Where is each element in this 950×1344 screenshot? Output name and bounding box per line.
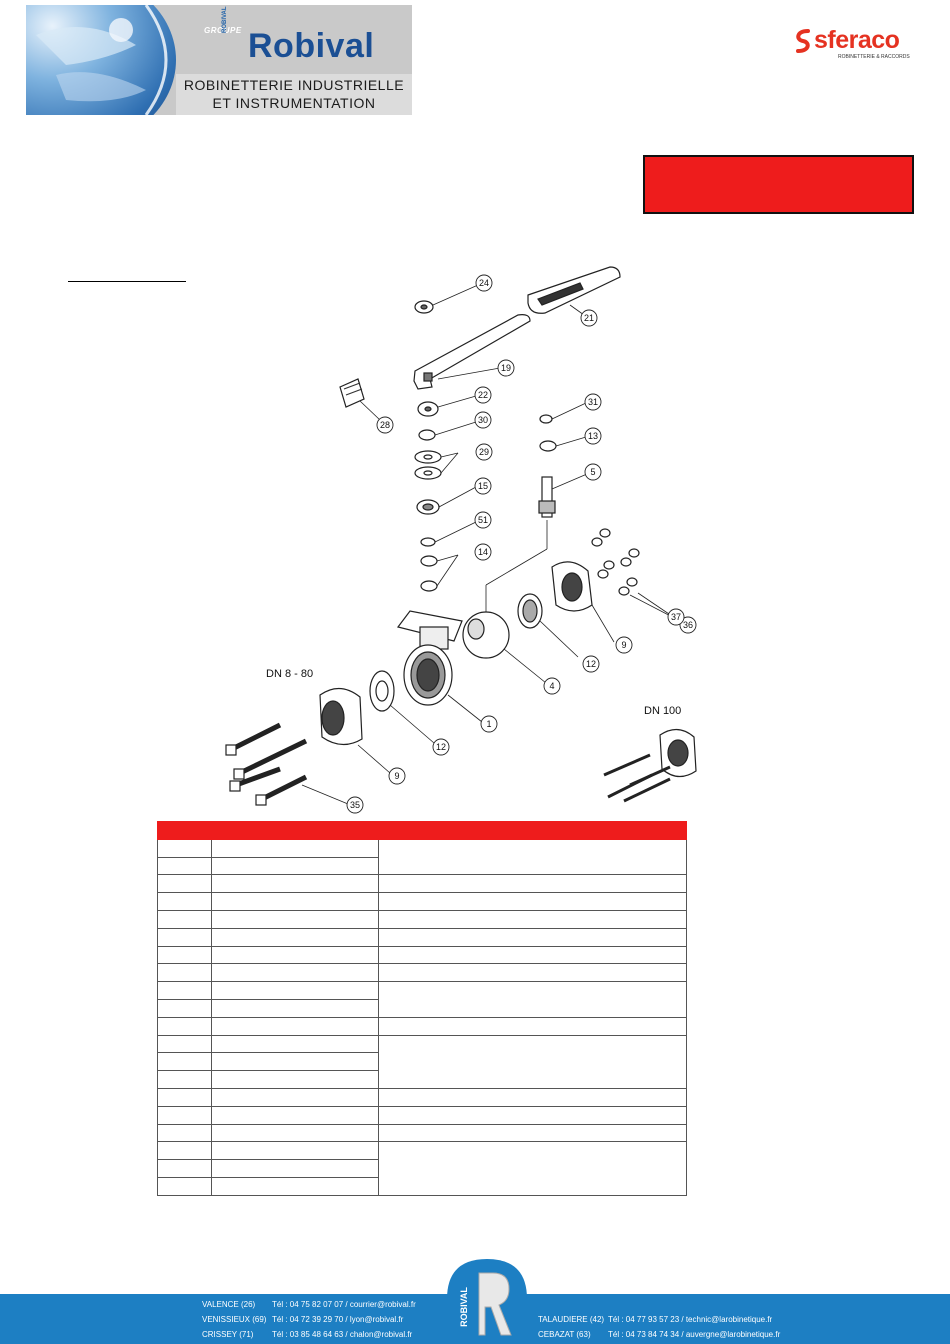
cell-part <box>212 1088 379 1106</box>
robival-banner <box>26 5 412 115</box>
cell-material <box>379 964 687 982</box>
cell-material <box>379 946 687 964</box>
footer-city: VENISSIEUX (69) <box>202 1315 267 1324</box>
cell-material <box>379 839 687 875</box>
cell-ref <box>158 1071 212 1089</box>
callout-35: 35 <box>349 800 361 810</box>
cell-part <box>212 999 379 1017</box>
cell-material <box>379 928 687 946</box>
footer-city: TALAUDIERE (42) <box>538 1315 605 1324</box>
robival-footer-logo <box>447 1259 527 1344</box>
callout-12-right: 12 <box>585 659 597 669</box>
table-row <box>158 1106 687 1124</box>
cell-ref <box>158 928 212 946</box>
cell-ref <box>158 1017 212 1035</box>
callout-31: 31 <box>587 397 599 407</box>
cell-material <box>379 1124 687 1142</box>
cell-part <box>212 839 379 857</box>
footer-contact: Tél : 04 73 84 74 34 / auvergne@larobinetique.fr <box>608 1330 781 1339</box>
parts-table <box>157 821 687 1196</box>
callout-1: 1 <box>486 719 492 729</box>
cell-material <box>379 1088 687 1106</box>
cell-ref <box>158 1106 212 1124</box>
cell-part <box>212 1071 379 1089</box>
cell-part <box>212 1160 379 1178</box>
callout-51: 51 <box>477 515 489 525</box>
cell-ref <box>158 1177 212 1195</box>
cell-part <box>212 964 379 982</box>
callout-21: 21 <box>583 313 595 323</box>
callout-9-right: 9 <box>621 640 627 650</box>
tagline-line2: ET INSTRUMENTATION <box>212 95 376 111</box>
sferaco-logo <box>792 26 927 64</box>
red-title-box <box>643 155 914 214</box>
sferaco-swirl-icon <box>792 28 814 54</box>
callout-4: 4 <box>549 681 555 691</box>
table-row <box>158 1142 687 1160</box>
footer-city: CRISSEY (71) <box>202 1330 254 1339</box>
cell-ref <box>158 1035 212 1053</box>
cell-part <box>212 946 379 964</box>
cell-ref <box>158 1160 212 1178</box>
exploded-valve-drawing <box>200 255 720 815</box>
parts-table-body <box>158 839 687 1195</box>
sferaco-tagline: ROBINETTERIE & RACCORDS <box>838 54 910 60</box>
callout-9-left: 9 <box>394 771 400 781</box>
footer-contact: Tél : 03 85 48 64 63 / chalon@robival.fr <box>272 1330 413 1339</box>
callout-5: 5 <box>590 467 596 477</box>
brand-small: ROBIVAL <box>222 6 228 33</box>
sferaco-name: sferaco <box>814 26 900 54</box>
header-cell-ref <box>158 822 212 840</box>
dn-small-label: DN 8 - 80 <box>266 668 314 680</box>
cell-part <box>212 1017 379 1035</box>
cell-material <box>379 893 687 911</box>
cell-ref <box>158 1053 212 1071</box>
table-row <box>158 1088 687 1106</box>
callout-19: 19 <box>500 363 512 373</box>
cell-part <box>212 1106 379 1124</box>
table-row <box>158 982 687 1000</box>
dn-large-label: DN 100 <box>644 705 682 717</box>
table-row <box>158 1124 687 1142</box>
cell-material <box>379 875 687 893</box>
cell-ref <box>158 946 212 964</box>
cell-material <box>379 982 687 1018</box>
callout-22: 22 <box>477 390 489 400</box>
cell-ref <box>158 1142 212 1160</box>
cell-part <box>212 1053 379 1071</box>
header-cell-part <box>212 822 379 840</box>
cell-part <box>212 1035 379 1053</box>
table-row <box>158 964 687 982</box>
callout-36: 36 <box>682 620 694 630</box>
cell-material <box>379 1142 687 1195</box>
footer-contact: Tél : 04 77 93 57 23 / technic@larobinetique.fr <box>608 1315 773 1324</box>
cell-ref <box>158 839 212 857</box>
table-row <box>158 1017 687 1035</box>
table-header-row <box>158 822 687 840</box>
valve-photo-art <box>26 5 176 115</box>
cell-part <box>212 893 379 911</box>
cell-part <box>212 875 379 893</box>
callout-28: 28 <box>379 420 391 430</box>
callout-29: 29 <box>478 447 490 457</box>
footer-contact: Tél : 04 75 82 07 07 / courrier@robival.fr <box>272 1300 416 1309</box>
table-row <box>158 875 687 893</box>
cell-ref <box>158 982 212 1000</box>
cell-ref <box>158 1088 212 1106</box>
cell-part <box>212 857 379 875</box>
groupe-label: GROUPE <box>204 26 242 35</box>
cell-part <box>212 1177 379 1195</box>
callout-15: 15 <box>477 481 489 491</box>
tagline-line1: ROBINETTERIE INDUSTRIELLE <box>183 77 405 93</box>
cell-part <box>212 982 379 1000</box>
table-row <box>158 893 687 911</box>
cell-part <box>212 910 379 928</box>
table-row <box>158 1035 687 1053</box>
footer-brand-vertical: ROBIVAL <box>459 1287 469 1327</box>
footer-contact: Tél : 04 72 39 29 70 / lyon@robival.fr <box>272 1315 404 1324</box>
footer-city: VALENCE (26) <box>202 1300 256 1309</box>
cell-part <box>212 1142 379 1160</box>
table-row <box>158 928 687 946</box>
section-underline <box>68 281 186 282</box>
callout-24: 24 <box>478 278 490 288</box>
table-row <box>158 839 687 857</box>
cell-ref <box>158 910 212 928</box>
cell-part <box>212 1124 379 1142</box>
cell-ref <box>158 999 212 1017</box>
cell-material <box>379 910 687 928</box>
footer-city: CEBAZAT (63) <box>538 1330 591 1339</box>
cell-material <box>379 1106 687 1124</box>
callout-12-left: 12 <box>435 742 447 752</box>
cell-ref <box>158 857 212 875</box>
table-row <box>158 910 687 928</box>
callout-14: 14 <box>477 547 489 557</box>
cell-material <box>379 1035 687 1088</box>
brand-logo-text: Robival <box>248 27 375 65</box>
header-cell-material <box>379 822 687 840</box>
cell-ref <box>158 1124 212 1142</box>
table-row <box>158 946 687 964</box>
cell-ref <box>158 893 212 911</box>
cell-part <box>212 928 379 946</box>
cell-ref <box>158 964 212 982</box>
cell-ref <box>158 875 212 893</box>
callout-30: 30 <box>477 415 489 425</box>
callout-37: 37 <box>670 612 682 622</box>
cell-material <box>379 1017 687 1035</box>
callout-13: 13 <box>587 431 599 441</box>
